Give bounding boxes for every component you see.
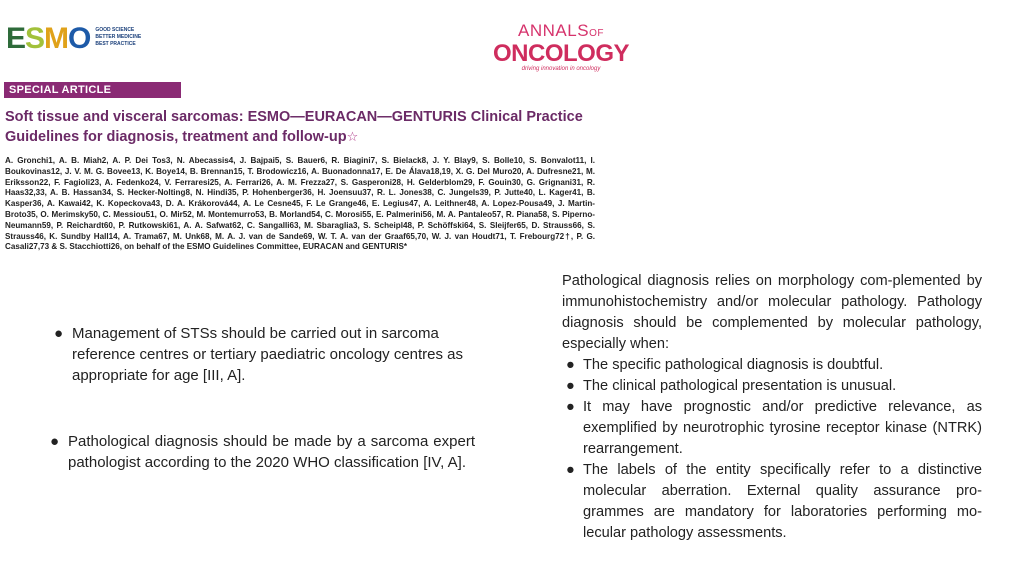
esmo-letter-o: O bbox=[68, 22, 91, 55]
esmo-wordmark bbox=[6, 24, 90, 54]
esmo-tagline-line: GOOD SCIENCE bbox=[95, 27, 135, 33]
left-bullet-pathological-diagnosis bbox=[50, 431, 475, 473]
bullet-text: Pathological diagnosis should be made by a sarcoma expert pathologist according to the 2020 WHO classification [IV, A]. bbox=[68, 433, 475, 471]
esmo-letter-m: M bbox=[44, 22, 69, 55]
special-article-banner: SPECIAL ARTICLE bbox=[4, 82, 181, 98]
title-footnote-star-icon: ☆ bbox=[346, 129, 359, 144]
right-bullet-list bbox=[562, 355, 982, 544]
list-item-text: The specific pathological diagnosis is doubtful. bbox=[583, 357, 884, 373]
annals-of-oncology-logo bbox=[486, 22, 636, 73]
bullet-icon: ● bbox=[566, 399, 575, 415]
left-bullet-management bbox=[54, 323, 484, 386]
right-column-text bbox=[562, 271, 982, 544]
annals-oncology-word: ONCOLOGY bbox=[492, 40, 629, 67]
list-item bbox=[562, 376, 982, 397]
annals-word: ANNALS bbox=[518, 21, 590, 40]
bullet-icon: ● bbox=[566, 378, 575, 394]
annals-tagline: driving innovation in oncology bbox=[521, 66, 601, 72]
article-title bbox=[5, 107, 645, 147]
esmo-tagline-line: BETTER MEDICINE bbox=[95, 34, 142, 40]
list-item bbox=[562, 397, 982, 460]
list-item bbox=[562, 460, 982, 544]
esmo-logo bbox=[6, 24, 141, 54]
bullet-icon: ● bbox=[50, 433, 60, 450]
bullet-text: Management of STSs should be carried out in sarcoma reference centres or tertiary paediatric oncology centres as appropriate for age [III, A]. bbox=[72, 325, 464, 384]
esmo-tagline-line: BEST PRACTICE bbox=[95, 41, 136, 47]
list-item-text: The clinical pathological presentation is unusual. bbox=[583, 378, 897, 394]
list-item bbox=[562, 355, 982, 376]
list-item-text: It may have prognostic and/or predictive relevance, as exemplified by neurotrophic tyrosine receptor kinase (NTRK) rearrangement. bbox=[583, 399, 982, 457]
bullet-icon: ● bbox=[566, 357, 575, 373]
esmo-letter-e: E bbox=[6, 22, 26, 55]
esmo-letter-s: S bbox=[25, 22, 45, 55]
list-item-text: The labels of the entity specifically refer to a distinctive molecular aberration. External quality assurance pro-grammes are mandatory for laboratories performing mo-lecular pathology assessments. bbox=[583, 462, 982, 541]
bullet-icon: ● bbox=[54, 325, 64, 342]
annals-of-word: OF bbox=[589, 28, 604, 39]
author-list: A. Gronchi1, A. B. Miah2, A. P. Dei Tos3, N. Abecassis4, J. Bajpai5, S. Bauer6, R. Biagini7, S. Bielack8, J. Y. Blay9, S. Bolle10, S. Bonvalot11, I. Boukovinas12, J. V. M. G. Bovee13, K. Boye14, B. Brennan15, T. Brodowicz16, A. Buonadonna17, E. De Álava18,19, X. G. Del Muro20, A. Dufresne21, M. Eriksson22, F. Fagioli23, A. Fedenko24, V. Ferraresi25, A. Ferrari26, A. M. Frezza27, S. Gasperoni28, H. Gelderblom29, F. Gouin30, G. Grignani31, R. Haas32,33, A. B. Hassan34, S. Hecker-Nolting8, N. Hindi35, P. Hohenberger36, H. Joensuu37, R. L. Jones38, C. Jungels39, P. Jutte40, L. Kager41, B. Kasper36, A. Kawai42, K. Kopeckova43, D. A. Krákorová44, A. Le Cesne45, F. Le Grange46, E. Legius47, A. Leithner48, A. Lopez-Pousa49, J. Martin-Broto35, O. Merimsky50, C. Messiou51, O. Mir52, M. Montemurro53, B. Morland54, C. Morosi55, E. Palmerini56, M. A. Pantaleo57, R. Piana58, S. Piperno-Neumann59, P. Reichardt60, P. Rutkowski61, A. A. Safwat62, C. Sangalli63, M. Sbaraglia3, S. Scheipl48, P. Schöffski64, S. Sleijfer65, D. Strauss66, S. Strauss46, K. Sundby Hall14, A. Trama67, M. Unk68, M. A. J. van de Sande69, W. T. A. van der Graaf65,70, W. J. van Houdt71, T. Frebourg72†, P. G. Casali27,73 & S. Stacchiotti26, on behalf of the ESMO Guidelines Committee, EURACAN and GENTURIS* bbox=[5, 156, 595, 252]
bullet-icon: ● bbox=[566, 462, 575, 478]
article-title-text: Soft tissue and visceral sarcomas: ESMO—EURACAN—GENTURIS Clinical Practice Guidelines for diagnosis, treatment and follow-up bbox=[5, 109, 583, 145]
esmo-tagline bbox=[95, 27, 141, 48]
right-intro-paragraph: Pathological diagnosis relies on morphology com-plemented by immunohistochemistry and/or molecular pathology. Pathology diagnosis should be complemented by molecular pathology, especially when: bbox=[562, 273, 982, 352]
